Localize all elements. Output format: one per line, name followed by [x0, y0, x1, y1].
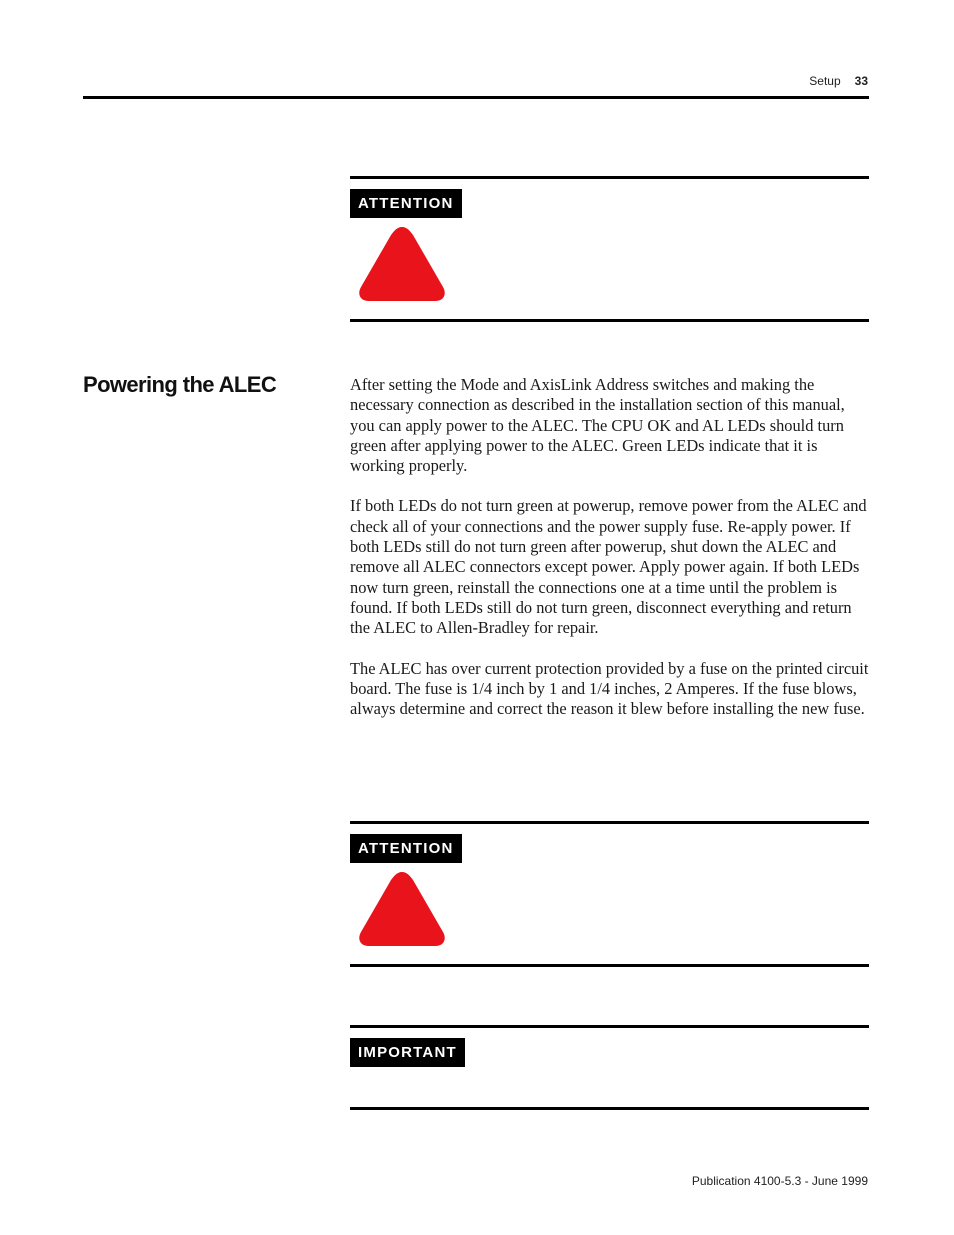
- warning-triangle-icon: [357, 868, 447, 950]
- notice-label: ATTENTION: [350, 189, 462, 218]
- section-heading: Powering the ALEC: [83, 372, 277, 397]
- paragraph-1: After setting the Mode and AxisLink Address switches and making the necessary connection as described in the installation section of this manual, you can apply power to the ALEC. The CPU OK and AL LEDs should turn green after applying power to the ALEC. Green LEDs indicate that it is working properly.: [350, 375, 845, 476]
- paragraph-3: The ALEC has over current protection provided by a fuse on the printed circuit board. The fuse is 1/4 inch by 1 and 1/4 inches, 2 Amperes. If the fuse blows, always determine and correct the reason it blew before installing the new fuse.: [350, 658, 869, 719]
- warning-triangle-icon: [357, 223, 447, 305]
- important-notice: [350, 1025, 869, 1110]
- page-number: 33: [854, 74, 868, 88]
- header-section-title: Setup: [809, 74, 841, 88]
- attention-notice-1: [350, 176, 869, 322]
- section-body: [350, 375, 870, 739]
- running-header: [809, 74, 868, 88]
- notice-label: IMPORTANT: [350, 1038, 465, 1067]
- paragraph-2: If both LEDs do not turn green at powerup, remove power from the ALEC and check all of your connections and the power supply fuse. Re-apply power. If both LEDs still do not turn green after powerup, shut down the ALEC and remove all ALEC connectors except power. Apply power again. If both LEDs now turn green, reinstall the connections one at a time until the problem is found. If both LEDs still do not turn green, disconnect everything and return the ALEC to Allen-Bradley for repair.: [350, 496, 867, 638]
- notice-label: ATTENTION: [350, 834, 462, 863]
- publication-footer: Publication 4100-5.3 - June 1999: [691, 1174, 868, 1188]
- header-rule: [83, 96, 869, 99]
- attention-notice-2: [350, 821, 869, 967]
